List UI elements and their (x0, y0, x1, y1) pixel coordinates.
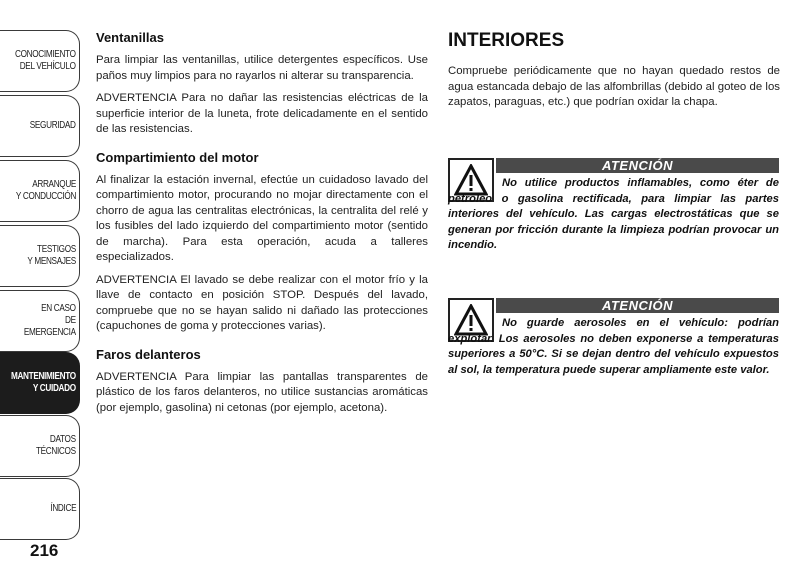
warning-heading: ATENCIÓN (496, 298, 779, 313)
section-title-faros: Faros delanteros (96, 346, 201, 362)
tab-arranque[interactable] (0, 160, 80, 222)
tab-testigos[interactable] (0, 225, 80, 287)
page-number: 216 (30, 541, 59, 560)
chapter-tabs (0, 0, 84, 584)
section-title-ventanillas: Ventanillas (96, 30, 164, 45)
tab-label: ARRANQUE Y CONDUCCIÓN (15, 179, 76, 202)
tab-conocimiento[interactable] (0, 30, 80, 92)
warning-box-2 (448, 298, 779, 398)
tab-label: ÍNDICE (49, 503, 76, 514)
paragraph: Al finalizar la estación invernal, efectúe un cuidadoso lavado del compartimiento motor, procurando no mojar directamente con el chorro de agua las centralitas electrónicas, la centralita del relé y los fusibles del lado izquierdo del compartimiento motor (sentido de marcha). Para esta operación, acuda a talleres especializados. (96, 173, 428, 263)
section-title-compartimiento: Compartimiento del motor (96, 149, 259, 165)
tab-label: EN CASO DE EMERGENCIA (23, 303, 76, 338)
tab-label: TESTIGOS Y MENSAJES (27, 244, 76, 267)
warning-box-1 (448, 158, 779, 258)
tab-indice[interactable] (0, 478, 80, 540)
paragraph: ADVERTENCIA Para limpiar las pantallas transparentes de plástico de los faros delanteros, no utilice sustancias aromáticas (por ejemplo, gasolina) ni cetonas (por ejemplo, acetona). (96, 370, 428, 414)
tab-label: DATOS TÉCNICOS (35, 434, 76, 457)
tab-seguridad[interactable] (0, 95, 80, 157)
warning-heading: ATENCIÓN (496, 158, 779, 173)
page-title: INTERIORES (448, 30, 565, 51)
paragraph: Para limpiar las ventanillas, utilice detergentes específicos. Use paños muy limpios para no rayarlos ni alterar su transparencia. (96, 54, 428, 82)
tab-mantenimiento[interactable] (0, 352, 80, 414)
tab-emergencia[interactable] (0, 290, 80, 352)
warning-text: No utilice productos inflamables, como éter de petróleo o gasolina rectificada, para limpiar las partes interiores del vehículo. Las cargas electrostáticas que se generan por fricción durante la limpieza podrían provocar un incendio. (448, 177, 779, 251)
paragraph: ADVERTENCIA Para no dañar las resistencias eléctricas de la superficie interior de la luneta, frote delicadamente en el sentido de las resistencias. (96, 92, 428, 135)
right-column (448, 30, 780, 118)
tab-datos-tecnicos[interactable] (0, 415, 80, 477)
paragraph: ADVERTENCIA El lavado se debe realizar con el motor frío y la llave de contacto en posición STOP. Después del lavado, compruebe que no se hayan salido ni dañado las protecciones (capuchones de goma y protecciones varias). (96, 273, 428, 332)
paragraph: Compruebe periódicamente que no hayan quedado restos de agua estancada debajo de las alfombrillas (debido al goteo de los zapatos, paraguas, etc.) que podrían oxidar la chapa. (448, 65, 780, 108)
tab-label: SEGURIDAD (29, 120, 76, 131)
warning-text: No guarde aerosoles en el vehículo: podrían explotar. Los aerosoles no deben exponerse a temperaturas superiores a 50°C. Si se dejan dentro del vehículo expuestos al sol, la temperatura puede superar ampliamente este valor. (448, 317, 779, 376)
left-column (96, 30, 428, 423)
tab-label: CONOCIMIENTO DEL VEHÍCULO (15, 49, 76, 72)
tab-label: MANTENIMIENTO Y CUIDADO (10, 371, 76, 394)
